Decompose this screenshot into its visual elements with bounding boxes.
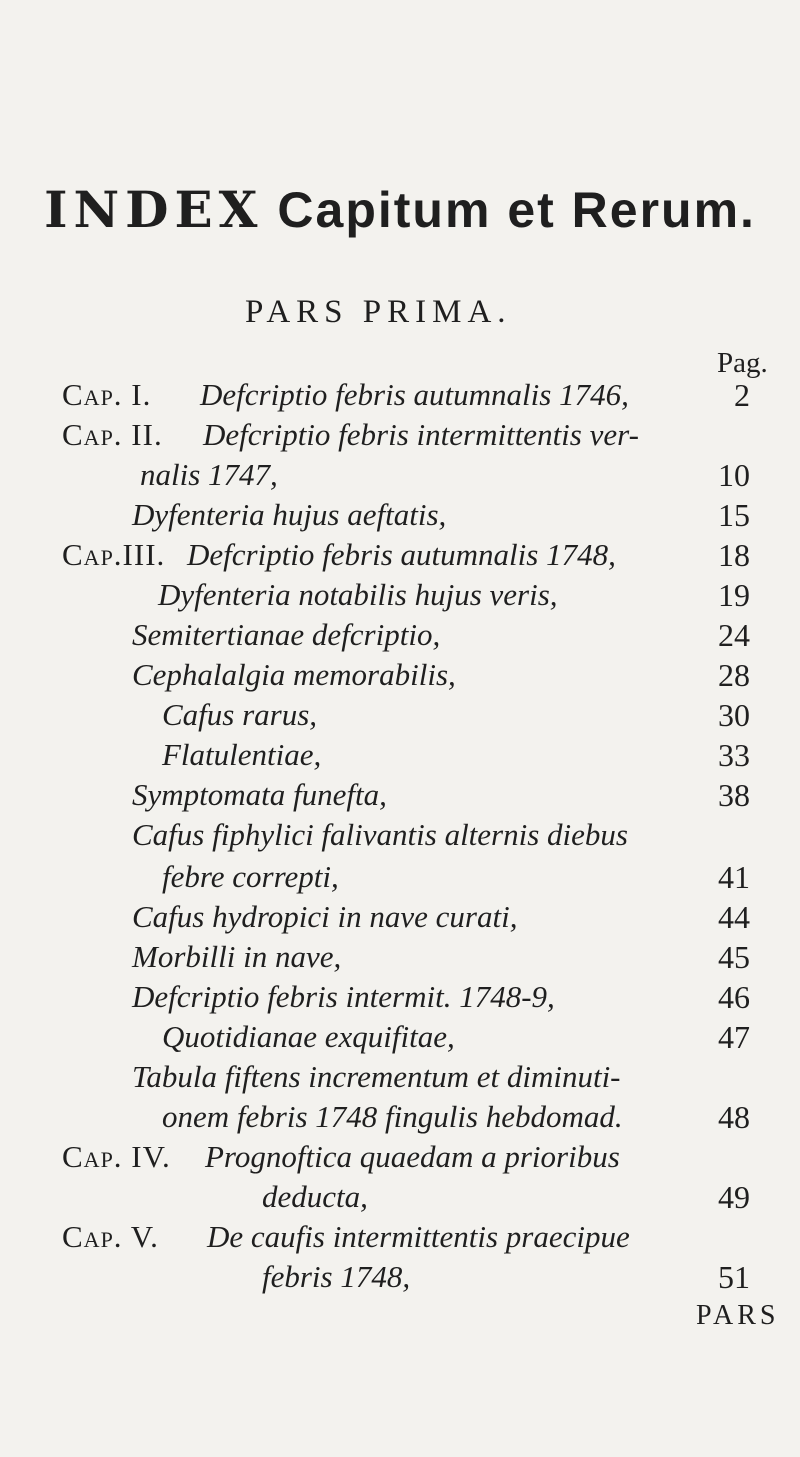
entry-text: Tabula fiftens incrementum et diminuti- xyxy=(132,1059,621,1094)
index-entry xyxy=(0,534,800,576)
entry-text: nalis 1747, xyxy=(140,457,278,492)
entry-text: febre correpti, xyxy=(162,859,339,894)
index-entry xyxy=(0,1176,800,1218)
page-number: 44 xyxy=(718,899,750,935)
index-entry xyxy=(0,374,800,416)
entry-text: Prognoftica quaedam a prioribus xyxy=(205,1139,620,1174)
index-entry xyxy=(0,936,800,978)
page-number: 24 xyxy=(718,617,750,653)
page-number: 2 xyxy=(734,377,750,413)
chapter-label: Cap. V. xyxy=(62,1219,159,1254)
index-entry xyxy=(0,814,800,856)
index-entry xyxy=(0,1096,800,1138)
entry-text: Cafus rarus, xyxy=(162,697,318,732)
page-number: 33 xyxy=(718,737,750,773)
page-number: 41 xyxy=(718,859,750,895)
page-number: 10 xyxy=(718,457,750,493)
page-number: 28 xyxy=(718,657,750,693)
index-entry xyxy=(0,654,800,696)
index-entry xyxy=(0,494,800,536)
page-number: 45 xyxy=(718,939,750,975)
entry-text: Flatulentiae, xyxy=(162,737,322,772)
page-column-heading: Pag. xyxy=(717,347,768,379)
page-number: 19 xyxy=(718,577,750,613)
chapter-label: Cap. I. xyxy=(62,377,152,412)
entry-text: deducta, xyxy=(262,1179,368,1214)
entry-text: Cafus hydropici in nave curati, xyxy=(132,899,518,934)
index-entry xyxy=(0,1256,800,1298)
index-entry xyxy=(0,574,800,616)
index-entry xyxy=(0,734,800,776)
catchword: PARS xyxy=(696,1300,780,1331)
page-number: 51 xyxy=(718,1259,750,1295)
index-title-rest: Capitum et Rerum. xyxy=(277,182,756,238)
index-entry xyxy=(0,614,800,656)
index-entry xyxy=(0,896,800,938)
page-number: 47 xyxy=(718,1019,750,1055)
index-entry xyxy=(0,414,800,456)
chapter-label: Cap.III. xyxy=(62,537,166,572)
index-entry xyxy=(0,1216,800,1258)
page-number: 38 xyxy=(718,777,750,813)
index-entry xyxy=(0,856,800,898)
index-word: INDEX xyxy=(44,180,264,239)
entry-text: Defcriptio febris autumnalis 1746, xyxy=(200,377,629,412)
entry-text: De caufis intermittentis praecipue xyxy=(207,1219,630,1254)
entry-text: Defcriptio febris intermittentis ver- xyxy=(203,417,639,452)
entry-text: Semitertianae defcriptio, xyxy=(132,617,441,652)
page-number: 48 xyxy=(718,1099,750,1135)
chapter-label: Cap. II. xyxy=(62,417,163,452)
entry-text: Dyfenteria notabilis hujus veris, xyxy=(158,577,558,612)
entry-text: Symptomata funefta, xyxy=(132,777,387,812)
page-number: 46 xyxy=(718,979,750,1015)
index-entry xyxy=(0,1136,800,1178)
entry-text: Cafus fiphylici falivantis alternis diebus xyxy=(132,817,628,852)
page-number: 18 xyxy=(718,537,750,573)
entry-text: Quotidianae exquifitae, xyxy=(162,1019,455,1054)
part-heading: PARS PRIMA. xyxy=(245,294,512,330)
index-entry xyxy=(0,1016,800,1058)
index-entry xyxy=(0,774,800,816)
index-entry xyxy=(0,976,800,1018)
index-entry xyxy=(0,1056,800,1098)
index-entry xyxy=(0,694,800,736)
entry-text: Defcriptio febris intermit. 1748-9, xyxy=(132,979,555,1014)
entry-text: Dyfenteria hujus aeftatis, xyxy=(132,497,447,532)
entry-text: febris 1748, xyxy=(262,1259,411,1294)
entry-text: Defcriptio febris autumnalis 1748, xyxy=(187,537,616,572)
index-entry xyxy=(0,454,800,496)
chapter-label: Cap. IV. xyxy=(62,1139,171,1174)
entry-text: Morbilli in nave, xyxy=(132,939,342,974)
page-number: 30 xyxy=(718,697,750,733)
page-number: 15 xyxy=(718,497,750,533)
entry-text: onem febris 1748 fingulis hebdomad. xyxy=(162,1099,623,1134)
entry-text: Cephalalgia memorabilis, xyxy=(132,657,456,692)
page-number: 49 xyxy=(718,1179,750,1215)
index-title xyxy=(0,180,800,239)
